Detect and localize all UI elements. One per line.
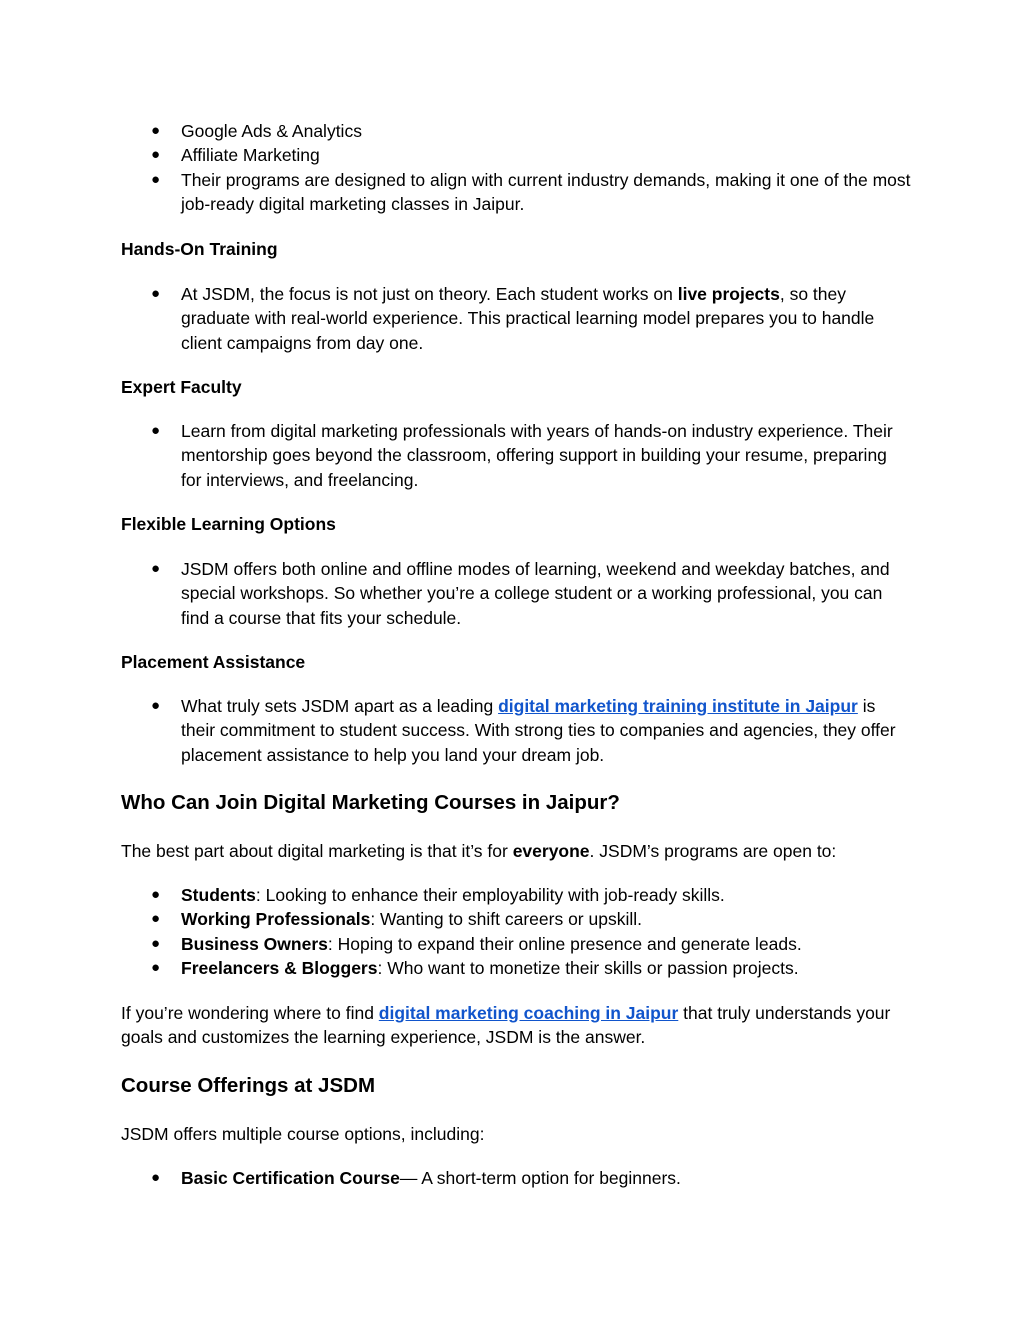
bullet-icon: ● (151, 934, 161, 952)
top-bullet-list (121, 119, 911, 217)
bullet-icon: ● (151, 1169, 161, 1186)
list-item: ● At JSDM, the focus is not just on theory. Each student works on live projects, so they graduate with real-world experience. This practical learning model prepares you to handle client campaigns from day one. (151, 284, 875, 353)
who-heading: Who Can Join Digital Marketing Courses in Jaipur? (121, 791, 620, 814)
list-item: ● Working Professionals: Wanting to shift careers or upskill. (121, 907, 911, 931)
bold-text: live projects (677, 284, 780, 304)
list-item: ● Students: Looking to enhance their employability with job-ready skills. (121, 883, 911, 907)
bullet-icon: ● (151, 422, 161, 439)
bullet-icon: ● (151, 910, 161, 928)
placement-list (121, 694, 911, 767)
list-item: ● Business Owners: Hoping to expand their online presence and generate leads. (121, 932, 911, 956)
bullet-icon: ● (151, 697, 161, 714)
hands-on-list (121, 282, 911, 355)
who-intro: The best part about digital marketing is that it’s for everyone. JSDM’s programs are open to: (121, 841, 837, 861)
expert-heading: Expert Faculty (121, 377, 242, 397)
list-item: ● Learn from digital marketing professionals with years of hands-on industry experience. Their mentorship goes beyond the classroom, offering support in building your resume, preparing for interviews, and freelancing. (151, 421, 893, 490)
placement-heading: Placement Assistance (121, 652, 306, 672)
list-item: ● JSDM offers both online and offline modes of learning, weekend and weekday batches, and special workshops. So whether you’re a college student or a working professional, you can find a course that fits your schedule. (151, 559, 890, 628)
bold-text: everyone (512, 841, 590, 861)
bullet-icon: ● (151, 959, 161, 977)
who-outro: If you’re wondering where to find digital marketing coaching in Jaipur that truly understands your goals and customizes the learning experience, JSDM is the answer. (121, 1003, 891, 1048)
list-item: ● Affiliate Marketing (121, 143, 911, 167)
list-item: ● Basic Certification Course— A short-term option for beginners. (121, 1166, 911, 1190)
bullet-icon: ● (151, 170, 161, 188)
hands-on-heading: Hands-On Training (121, 239, 278, 259)
expert-list (121, 419, 911, 492)
list-item: ● Google Ads & Analytics (121, 119, 911, 143)
list-item: ● Their programs are designed to align with current industry demands, making it one of the most job-ready digital marketing classes in Jaipur. (151, 169, 911, 215)
training-institute-link[interactable]: digital marketing training institute in Jaipur (498, 696, 858, 716)
coaching-link[interactable]: digital marketing coaching in Jaipur (378, 1003, 679, 1023)
bullet-icon: ● (151, 886, 161, 903)
list-item: ● What truly sets JSDM apart as a leading digital marketing training institute in Jaipur is their commitment to student success. With strong ties to companies and agencies, they offer placement assistance to help you land your dream job. (151, 696, 896, 765)
courses-list (121, 1166, 911, 1190)
courses-intro: JSDM offers multiple course options, including: (121, 1124, 485, 1144)
courses-heading: Course Offerings at JSDM (121, 1074, 376, 1097)
bullet-icon: ● (151, 285, 161, 302)
list-item: ● Freelancers & Bloggers: Who want to monetize their skills or passion projects. (121, 956, 911, 980)
bullet-icon: ● (151, 146, 161, 164)
who-list (121, 883, 911, 981)
flexible-list (121, 557, 911, 630)
flexible-heading: Flexible Learning Options (121, 514, 336, 534)
bullet-icon: ● (151, 560, 161, 577)
bullet-icon: ● (151, 122, 161, 139)
